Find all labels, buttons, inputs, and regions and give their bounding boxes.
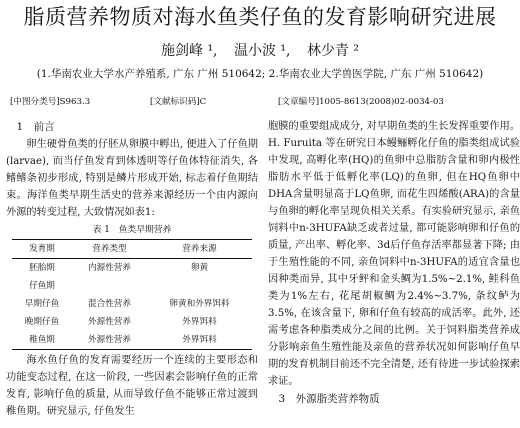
section-3-heading: 3 外源脂类营养物质 bbox=[278, 393, 380, 405]
body-paragraph: 海水鱼仔鱼的发育需要经历一个连续的主要形态和功能变态过程, 在这一阶段, 一些因素会影响仔鱼的正常发育, 影响仔鱼的质量, 从而导致仔鱼不能够正常过渡到稚鱼期。研究显示, 仔鱼发生 bbox=[6, 355, 258, 417]
table-header: 营养类型 bbox=[92, 244, 127, 254]
right-column bbox=[268, 118, 520, 408]
table-cell: 外界饵料 bbox=[182, 317, 217, 327]
paper-title: 脂质营养物质对海水鱼类仔鱼的发育影响研究进展 bbox=[23, 5, 497, 29]
table-header: 发育期 bbox=[29, 244, 55, 254]
table-cell: 外源性营养 bbox=[88, 335, 131, 345]
author-2: 温小波 ¹, bbox=[233, 43, 291, 59]
table-row bbox=[12, 331, 252, 350]
author-1: 施剑峰 ¹, bbox=[161, 43, 218, 59]
table-row bbox=[12, 313, 252, 331]
table-cell: 内源性营养 bbox=[88, 263, 131, 273]
table-cell: 外源性营养 bbox=[88, 317, 131, 327]
intro-paragraph: 卵生硬骨鱼类的仔胚从卵膜中孵出, 便进入了仔鱼期(larvae), 而当仔鱼发育到体透明等仔鱼体特征消失, 各鳍鳍条初步形成, 特别是鳞片形成开始, 标志着仔鱼期结束。海洋鱼类早期生活史的营养来源经历一个由内源向外源的转变过程, 大致情况如表1: bbox=[6, 139, 258, 218]
table-cell: 混合性营养 bbox=[88, 299, 131, 309]
author-3: 林少青 ² bbox=[306, 43, 359, 59]
table-header: 营养来源 bbox=[182, 244, 217, 254]
author-list bbox=[0, 40, 520, 62]
table-cell: 晚期仔鱼 bbox=[24, 317, 60, 327]
table-cell bbox=[72, 277, 147, 295]
table-row bbox=[12, 295, 252, 313]
table-cell bbox=[147, 277, 252, 295]
table-cell: 早期仔鱼 bbox=[24, 299, 60, 309]
table-header-row bbox=[12, 240, 252, 259]
table-cell: 胚胎期 bbox=[29, 263, 55, 273]
nutrition-table bbox=[12, 239, 252, 350]
body-paragraph: 胞膜的重要组成成分, 对早期鱼类的生长发挥重要作用。H. Furuita 等在研究日本鳗鲡孵化仔鱼的脂类组成试验中发现, 高孵化率(HQ)的鱼卵中总脂肪含量和卵内极性脂肪水平低于低孵化率(LQ)的鱼卵, 但在HQ鱼卵中DHA含量明显高于LQ鱼卵, 而花生四烯酸(ARA)的含量与鱼卵的孵化率呈现负相关关系。有实验研究显示, 亲鱼饲料中n-3HUFA缺乏或者过量, 都可能影响卵和仔鱼的质量, 产出率、孵化率、3d后仔鱼存活率都显著下降; 由于生殖性能的不同, 亲鱼饲料中n-3HUFA的适宜含量也因种类而异, 其中牙鲆和金头鲷为1.5%~2.1%, 鲑科鱼类为1%左右, 花尾胡椒鲷为2.4%~3.7%, 条纹鲈为3.5%, 在该含量下, 卵和仔鱼有较高的成活率。此外, 还需考虑各种脂类成分之间的比例。关于饲料脂类营养成分影响亲鱼生殖性能及亲鱼的营养状况如何影响仔鱼早期的发育机制目前还不完全清楚, 还有待进一步试验探索求证。 bbox=[268, 121, 520, 387]
clc-number: [中图分类号]S963.3 bbox=[10, 97, 91, 107]
document-code: [文献标识码]C bbox=[150, 97, 207, 107]
table-cell: 卵黄 bbox=[190, 263, 209, 273]
table-cell: 稚鱼期 bbox=[29, 335, 55, 345]
table-row bbox=[12, 277, 252, 295]
section-1-heading: 1 前言 bbox=[16, 121, 55, 133]
left-column bbox=[6, 118, 258, 420]
table-caption: 表 1 鱼类早期营养 bbox=[92, 225, 172, 235]
article-number: [文章编号]1005-8613(2008)02-0034-03 bbox=[278, 97, 444, 107]
table-row bbox=[12, 259, 252, 278]
table-cell: 仔鱼期 bbox=[29, 281, 55, 291]
table-cell: 外界饵料 bbox=[182, 335, 217, 345]
table-cell: 卵黄和外界饵料 bbox=[169, 299, 230, 309]
affiliation: (1.华南农业大学水产养殖系, 广东 广州 510642; 2.华南农业大学兽医学院, 广东 广州 510642) bbox=[36, 68, 484, 80]
